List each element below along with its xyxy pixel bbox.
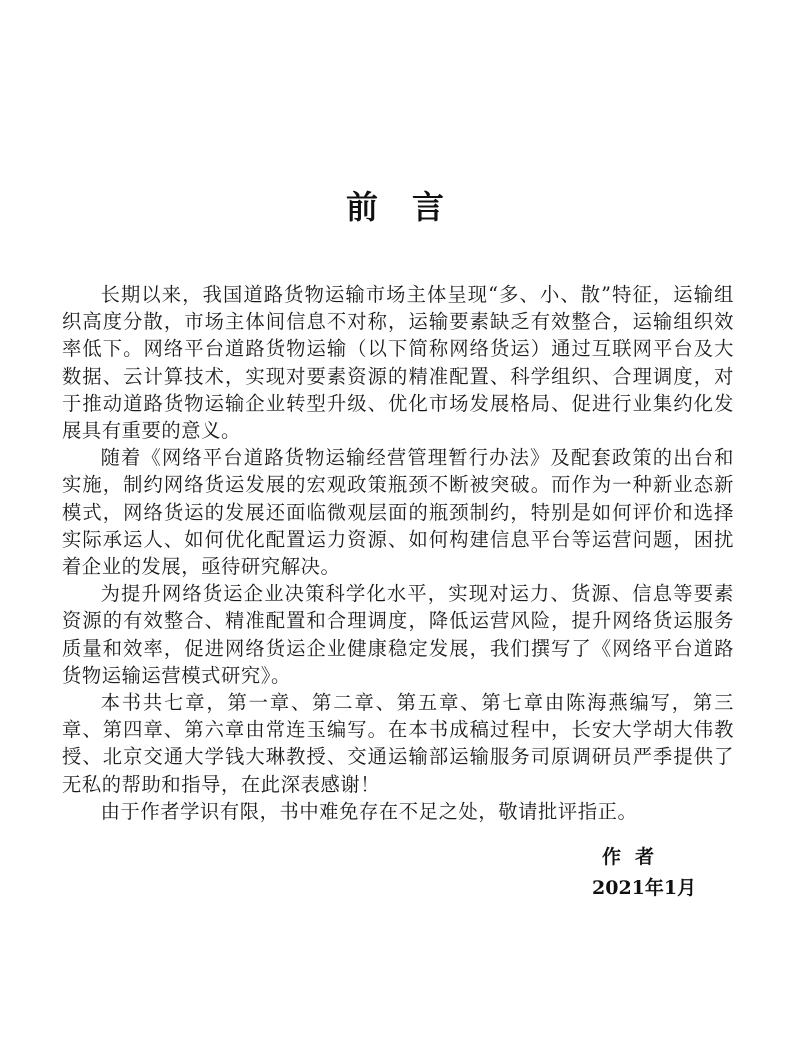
paragraph-5: 由于作者学识有限，书中难免存在不足之处，敬请批评指正。 bbox=[100, 799, 638, 823]
paragraph-3: 为提升网络货运企业决策科学化水平，实现对运力、货源、信息等要素资源的有效整合、精准配置和合理调度，降低运营风险，提升网络货运服务质量和效率，促进网络货运企业健康稳定发展，我们撰写了《网络平台道路货物运输运营模式研究》。 bbox=[62, 582, 734, 687]
signature-author: 作者 bbox=[602, 846, 669, 868]
signature-date: 2021年1月 bbox=[592, 877, 697, 899]
preface-body bbox=[62, 281, 734, 825]
paragraph-2: 随着《网络平台道路货物运输经营管理暂行办法》及配套政策的出台和实施，制约网络货运发展的宏观政策瓶颈不断被突破。而作为一种新业态新模式，网络货运的发展还面临微观层面的瓶颈制约，特别是如何评价和选择实际承运人、如何优化配置运力资源、如何构建信息平台等运营问题，困扰着企业的发展，亟待研究解决。 bbox=[62, 446, 734, 579]
paragraph-1: 长期以来，我国道路货物运输市场主体呈现“多、小、散”特征，运输组织高度分散，市场主体间信息不对称，运输要素缺乏有效整合，运输组织效率低下。网络平台道路货物运输（以下简称网络货运）通过互联网平台及大数据、云计算技术，实现对要素资源的精准配置、科学组织、合理调度，对于推动道路货物运输企业转型升级、优化市场发展格局、促进行业集约化发展具有重要的意义。 bbox=[62, 283, 734, 443]
page-title: 前言 bbox=[345, 188, 478, 226]
paragraph-4: 本书共七章，第一章、第二章、第五章、第七章由陈海燕编写，第三章、第四章、第六章由常连玉编写。在本书成稿过程中，长安大学胡大伟教授、北京交通大学钱大琳教授、交通运输部运输服务司原调研员严季提供了无私的帮助和指导，在此深表感谢！ bbox=[62, 691, 734, 796]
